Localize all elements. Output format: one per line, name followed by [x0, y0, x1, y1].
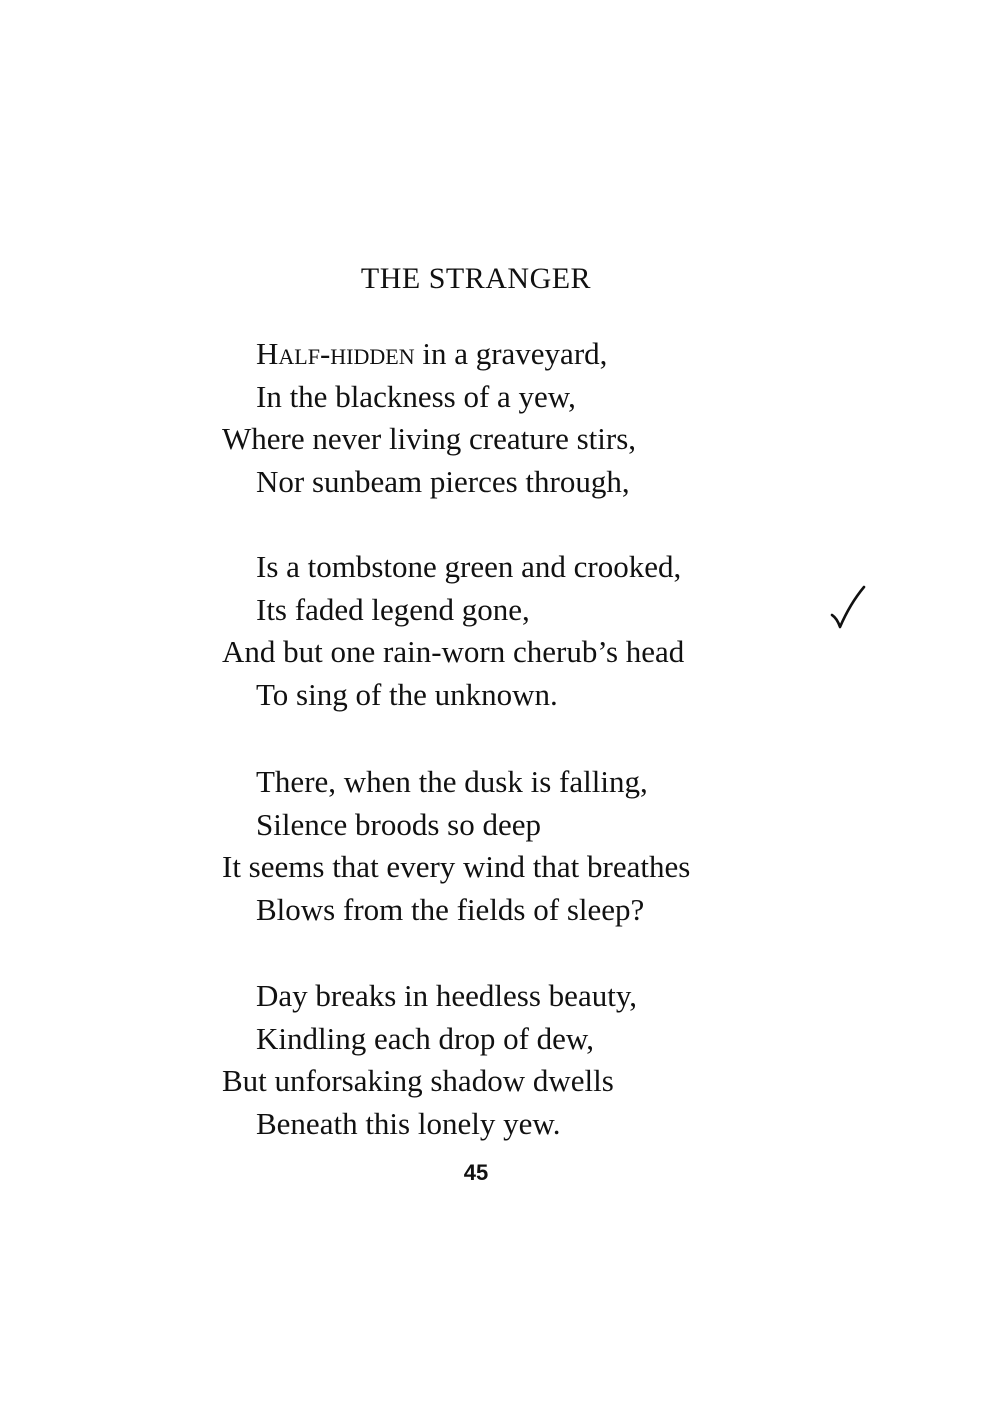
poem-line: In the blackness of a yew, [256, 378, 576, 414]
poem-line: Its faded legend gone, [256, 591, 530, 627]
poem-line [222, 333, 636, 376]
poem-line: Is a tombstone green and crooked, [256, 549, 682, 584]
poem-line: Kindling each drop of dew, [256, 1020, 595, 1056]
poem-line: But unforsaking shadow dwells [222, 1063, 614, 1098]
poem-line: Day breaks in heedless beauty, [256, 978, 638, 1013]
line-text: in a graveyard, [414, 336, 608, 371]
checkmark-icon [830, 585, 866, 631]
poem-line: To sing of the unknown. [256, 676, 558, 712]
poem-title: THE STRANGER [360, 262, 592, 295]
poem-line: And but one rain-worn cherub’s head [222, 634, 685, 669]
stanza-2 [222, 546, 684, 716]
poem-line: There, when the dusk is falling, [256, 764, 648, 799]
poem-line: Silence broods so deep [256, 806, 541, 842]
stanza-4 [222, 975, 637, 1145]
poem-line: Nor sunbeam pierces through, [256, 463, 630, 499]
opening-words-small-caps: Half-hidden [256, 336, 415, 371]
poem-line: Beneath this lonely yew. [256, 1105, 561, 1141]
poem-line: Where never living creature stirs, [222, 421, 637, 456]
poem-line: Blows from the fields of sleep? [256, 891, 645, 927]
stanza-3 [222, 761, 690, 931]
page-number: 45 [463, 1160, 489, 1185]
poem-line: It seems that every wind that breathes [222, 849, 691, 884]
stanza-1 [222, 333, 636, 503]
